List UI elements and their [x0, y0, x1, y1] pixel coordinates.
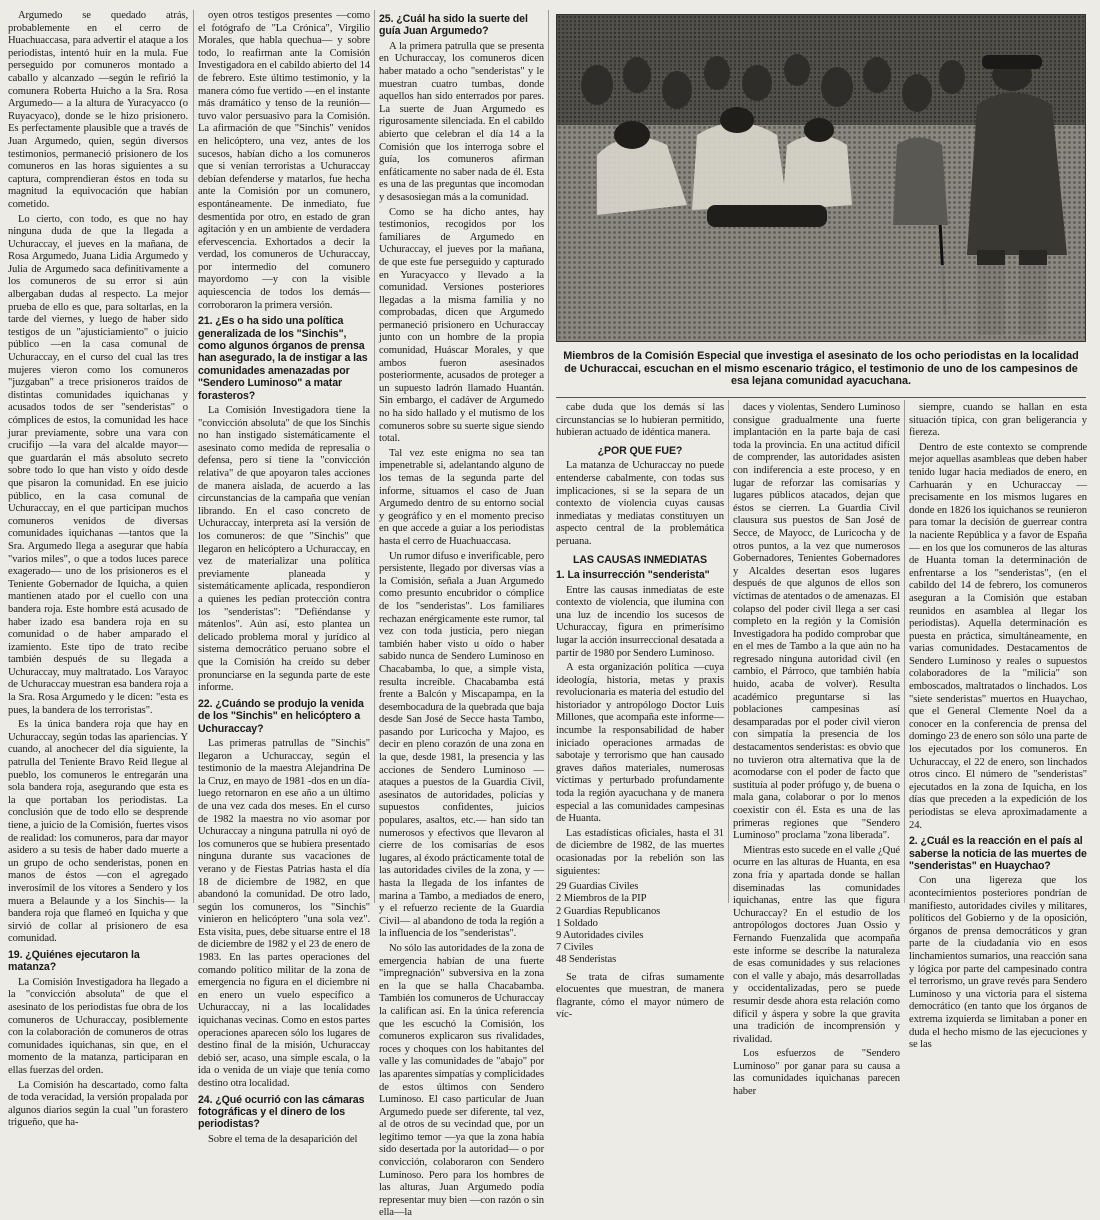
centered-heading: LAS CAUSAS INMEDIATAS — [572, 553, 708, 566]
paragraph: La Comisión Investigadora tiene la "convicción absoluta" de que los Sinchis no han instigado sistemáticamente el asesinato como medida de represalia o defensa, pero sí tiene la "convicción relativa" de que apoyaron tales acciones de manera aislada, de acuerdo a las circunstancias de la campaña que venían librando. En el caso concreto de Uchuraccay, interpreta así la versión de los comuneros: de que "Sinchis" que llegaron en helicóptero a Uchuraccay, en vez de materializar una política previamente planeada y sistemáticamente aplicada, respondieron a quienes les pedían protección contra los "senderistas": "Defiéndanse y mátenlos". Aún así, esto plantea un delicado problema moral y jurídico al sistema democrático peruano sobre el que la Comisión ha creído su deber pronunciarse en la segunda parte de este informe. — [198, 405, 370, 694]
paragraph: La matanza de Uchuraccay no puede entenderse cabalmente, con todas sus implicaciones, si se la separa de un contexto de violencia cuyas causas inmediatas y mediatas constituyen un aspecto central de la problemática peruana. — [556, 460, 724, 547]
paragraph: daces y violentas, Sendero Luminoso consigue gradualmente una fuerte implantación en la parte baja de casi toda la provincia. En una actitud difícil de comprender, las autoridades asisten con indiferencia a este proceso, y en lugar de reforzar las comisarías y lugares públicos atacados, dejan que éstos se cierren. La Guardia Civil clausura sus puestos de San José de Secce, de Mayocc, de Luricocha y de otros puntos, a la vez que numerosos Gobernadores, Tenientes Gobernadores y Alcaldes desertan esos lugares después de que algunos de ellos son víctimas de atentados o de amenazas. El colapso del poder civil llega a ser casi completo en la región y la Comisión Investigadora ha podido comprobar que en el mes de Tambo a la que aún no ha regresado ninguna autoridad civil (en cambio, el Párroco, que también había huido, acaba de volver). Resulta académico preguntarse si las poblaciones campesinas así desamparadas por el poder civil vieron con simpatía la presencia de los destacamentos senderistas: es obvio que no tuvieron otra alternativa que la de acomodarse con el poder de facto que sustituía al poder prófugo y, de buena o mala gana, colaborar o por lo menos coexistir con él. Esta es una de las primeras regiones que "Sendero Luminoso" proclama "zona liberada". — [733, 402, 900, 842]
paragraph: Es la única bandera roja que hay en Uchuraccay, según todas las apariencias. Y cuando, al anochecer del día siguiente, la patrulla del Teniente Bravo Reid llegue al pueblo, los comuneros le entregarán una sola bandera roja, asegurando que esta es la que portaban los periodistas. La conclusión que de todo ello se desprende tiene, a juicio de la Comisión, fuertes visos de realidad: los comuneros, para dar mayor asidero a su tesis de haber dado muerte a un grupo de ocho senderistas, ponen en manos de éstos —con el agregado inverosímil de los vítores a Sendero y los muera a Belaunde y a los Sinchis— la bandera roja que flameó en Iquicha y que sirvió de collar al prisionero de esa comunidad. — [8, 719, 188, 945]
article-column-2 — [198, 10, 370, 1145]
paragraph: Con una ligereza que los acontecimientos posteriores pondrían de manifiesto, autoridades civiles y militares, políticos del Gobierno y de la oposición, órganos de prensa democráticos y gran parte de la ciudadanía vio en esos linchamientos sumarios, una reacción sana y lógica por parte del campesinado contra el terrorismo, un grave revés para Sendero Luminoso y una victoria para el sistema democrático (en tanto que los órganos de extrema izquierda se limitaban a poner en duda el hecho mismo de las ejecuciones y se las — [909, 875, 1087, 1051]
article-column-6 — [909, 402, 1087, 1051]
article-column-1 — [8, 10, 188, 1129]
casualty-list-item: 1 Soldado — [556, 917, 598, 929]
paragraph: A esta organización política —cuya ideología, historia, metas y praxis revolucionaria es materia del estudio del historiador y antropólogo Doctor Luis Millones, que acompaña este informe— incumbe la responsabilidad de haber iniciado operaciones armadas de sabotaje y terrorismo que han causado graves daños materiales, numerosas víctimas y perturbado profundamente toda la región ayacuchana y de manera especial a las comunidades campesinas de Huanta. — [556, 662, 724, 825]
section-heading: 2. ¿Cuál es la reacción en el país al saberse la noticia de las muertes de "senderistas" en Huaychao? — [909, 835, 1087, 872]
column-rule — [374, 10, 375, 903]
paragraph: La Comisión ha descartado, como falta de toda veracidad, la versión propalada por algunos diarios según la cual "un forastero trigueño, que ha- — [8, 1079, 188, 1129]
paragraph: cabe duda que los demás sí las circunstancias se lo hubieran permitido, hubieran actuado de idéntica manera. — [556, 402, 724, 439]
paragraph: A la primera patrulla que se presenta en Uchuraccay, los comuneros dicen haber matado a ocho "senderistas" y le muestran cuatro tumbas, donde aquellos han sido enterrados por pares. La suerte de Juan Argumedo es rigurosamente silenciada. En el cabildo abierto que celebran el día 14 a la Comisión que los interroga sobre el guía, los comuneros afirman enfáticamente no saber nada de él. Esta es una de las preguntas que incomodan y desasosiegan más a la comunidad. — [379, 40, 544, 203]
paragraph: Las primeras patrullas de "Sinchis" llegaron a Uchuraccay, según el testimonio de la maestra Alejandrina De la Cruz, en mayo de 1981 -dos en un día- luego retornaron en ese año a un último de una vez cada dos meses. En el curso de 1982 la maestra no vio asomar por Uchuraccay a ninguna patrulla ni oyó de los comuneros que se hubiera presentado ninguna durante sus vacaciones de verano y de Fiestas Patrias hasta el día 18 de diciembre de 1982, en que abandonó la comunidad. De otro lado, según los comuneros, los "Sinchis" vinieron en helicóptero "una sola vez". Esta visita, pues, debe situarse entre el 18 de diciembre de 1982 y el 23 de enero de 1983. En las partes operaciones del comando político militar de la zona de emergencia no figura en el diciembre ni en enero un vuelo específico a Uchuraccay, ni a las localidades iquichanas vecinas. Como en estos partes operaciones aparecen sólo los lugares de destino final de la misión, Uchuraccay debió ser, acaso, una simple escala, o la ida o venida de un viaje que tenía como destino otra localidad. — [198, 737, 370, 1089]
paragraph: Lo cierto, con todo, es que no hay ninguna duda de que la llegada a Uchuraccay, el jueves en la mañana, de Rosa Argumedo, Juana Lidia Argumedo y Julia de Argumedo saca definitivamente a los comuneros de su error si aún albergaban dudas al respecto. La mejor prueba de ello es que, para soltarlas, en la tarde del viernes, y luego de haber sido testigos de un "ajusticiamiento" o juicio público —en la casa comunal de Uchuraccay, en el curso del cual las tres mujeres vieron como los comuneros "juzgaban" a trece prisioneros traídos de distintas comunidades iquichanas y acusados todos de ser "senderistas" o cómplices de estos, la comunidad les hace jurar previamente, sobre una vara con crucifijo —la vara del alcalde mayor— que guardarán el más absoluto secreto sobre todo lo que han visto y oído desde que pisaron la comunidad. En ese juicio público, en la casa comunal de Uchuraccay, en el que participan muchos comuneros venidos de diversas comunidades iquichanas —tantos que la Sra. Argumedo llega a asegurar que había "varios miles", o que a todos luces parece exagerado— uno de los prisioneros es el Teniente Gobernador de Iquicha, a quien mantienen atado por el cuello con una bandera roja. Este hombre está acusado de haber izado esa bandera roja en su comunidad o de haber amparado el izamiento. Este tipo de trato recibe también después de su llegada a Uchuraccay, muy maltratado. Los Varayoc de Uchuraccay muestran esa bandera roja a la Sra. Rosa Argumedo y le dicen: "esta es pues, la bandera de los terroristas". — [8, 213, 188, 716]
paragraph: Como se ha dicho antes, hay testimonios, recogidos por los familiares de Argumedo en Uchuraccay, el jueves por la mañana, de que este fue perseguido y capturado en Yuracyacco y llevado a la comunidad. Versiones posteriores llegadas a la misma familia y no comprobadas, dicen que Argumedo permaneció prisionero en Uchuraccay junto con un hombre de la propia comunidad, Huáscar Morales, y que ambos fueron asesinados posteriormente, acusados de proteger a un supuesto ladrón llamado Huantán. Sin embargo, el cadáver de Argumedo no ha sido hallado y el mutismo de los comuneros sobre su suerte sigue siendo total. — [379, 206, 544, 445]
caption-divider — [556, 397, 1086, 398]
column-rule — [728, 400, 729, 903]
column-rule — [193, 10, 194, 903]
casualty-list — [556, 881, 724, 966]
section-heading: 22. ¿Cuándo se produjo la venida de los "Sinchis" en helicóptero a Uchuraccay? — [198, 697, 364, 735]
paragraph: Un rumor difuso e inverificable, pero persistente, llegado por diversas vías a la Comisión, señala a Juan Argumedo como presunto encubridor o cómplice de los "senderistas". Los familiares rechazan enérgicamente este rumor, tal vez con toda justicia, pero niegan también haber visto u oído o haber sabido nunca de Sendero Luminoso en Chacabamba, lo que, a simple vista, resulta increíble. Chacabamba está frente a Balcón y Miscapampa, en la desembocadura de la quebrada que baja desde San José de Secce hasta Tambo, pasando por Luricocha y Majoo, es decir en pleno corazón de una zona en la que, desde 1981, la presencia y las acciones de Sendero Luminoso —ataques a puestos de la Guardia Civil, asesinatos de autoridades, policías y supuestos confidentes, juicios populares, asaltos, etc.— han sido tan numerosos y efectivos que llevaron al cierre de los comisarías de esos lugares, al éxodo prácticamente total de las autoridades civiles de la zona, y —hasta la llegada de los infantes de marina a Tambo, a mediados de enero, y el refuerzo reciente de la Guardia Civil— al abandono de toda la región a la influencia de los "senderistas". — [379, 550, 544, 940]
paragraph: No sólo las autoridades de la zona de emergencia habían de una fuerte "impregnación" subversiva en la zona en la que se halla Chacabamba. También los comuneros de Uchuraccay la califican así. En la única referencia que les escuchó la Comisión, los comuneros explicaron sus rivalidades, roces y choques con los habitantes del valle y las comunidades de "abajo" por las aparentes simpatías y complicidades de estos últimos con Sendero Luminoso. El caso particular de Juan Argumedo puede ser diferente, tal vez, al de otros de su vecindad que, por un legítimo temor —ya que la zona había sido desertada por la autoridad— o por convicción, colaboraron con Sendero Luminoso. Pero para los hombres de las alturas, Juan Argumedo podía representar muy bien —con razón o sin ella—la — [379, 942, 544, 1219]
paragraph: Los esfuerzos de "Sendero Luminoso" por ganar para su causa a las comunidades iquichanas parecen haber — [733, 1048, 900, 1098]
casualty-list-item: 7 Civiles — [556, 942, 594, 954]
paragraph: siempre, cuando se hallan en esta situación típica, con gran beligerancia y fiereza. — [909, 402, 1087, 439]
paragraph: La Comisión Investigadora ha llegado a la "convicción absoluta" de que el asesinato de los periodistas fue obra de los comuneros de Uchuraccay, posiblemente con la colaboración de comuneros de otras comunidades iquichanas, sin que, en el momento de la matanza, participaran en ellas fuerzas del orden. — [8, 976, 188, 1076]
casualty-list-item: 2 Miembros de la PIP — [556, 893, 647, 905]
paragraph: Dentro de este contexto se comprende mejor aquellas asambleas que deben haber tenido lugar hacia mediados de enero, en Carhuarán y en Uchuraccay —precisamente en los mismos lugares en donde en 1826 los iquichanos se reunieron para tomar la decisión de guerrear contra la naciente República y a favor de España— en los que los comuneros de las alturas de Huanta toman la determinación de enfrentarse a los "senderistas", (en el cabildo del 14 de febrero, los comuneros aseguran a la Comisión que estaban reunidos en asamblea al llegar los periodistas). Aquella determinación es puesta en práctica, simultáneamente, en varias comunidades. Destacamentos de Sendero Luminoso y reales o supuestos colaboradores de la "milicia" son emboscados, maltratados o linchados. Los "siete senderistas" muertos en Huaychao, que el General Clemente Noel da a conocer en la conferencia de prensa del domingo 23 de enero son sólo una parte de los ejecutados por los comuneros. En Uchuraccay, el 22 de enero, son linchados otros cinco. El número de "senderistas" ejecutados en la zona de Iquicha, en los días que preceden a la expedición de los periodistas se eleva aproximadamente a 24. — [909, 441, 1087, 831]
paragraph: oyen otros testigos presentes —como el fotógrafo de "La Crónica", Virgilio Morales, que habla quechua— y sobre todo, lo reafirman ante la Comisión Investigadora en el cabildo abierto del 14 de febrero. Este último testimonio, y la manera cómo fue vertido —en el instante más dramático y tenso de la reunión— tuvo valor persuasivo para la Comisión. La afirmación de que "Sinchis" venidos en helicóptero, una vez, antes de los sucesos, habían dicho a los comuneros que si venían terroristas a Uchuraccay debían defenderse y matarlos, fue hecha ante la Comisión por un comunero, espontáneamente. De inmediato, fue desmentida por otro, en estado de gran agitación y en un ambiente de verdadera efervescencia. Exhortados a decir la verdad, los comuneros de Uchuraccay, por intermedio del comunero mayordomo —y con la visible aquiescencia de todos los demás— corroboraron la primera versión. — [198, 10, 370, 311]
section-heading: 24. ¿Qué ocurrió con las cámaras fotográficas y el dinero de los periodistas? — [198, 1093, 365, 1131]
photo-caption: Miembros de la Comisión Especial que investiga el asesinato de los ocho periodistas en la localidad de Uchuraccai, escuchan en el mismo escenario trágico, el testimonio de uno de los campesinos de esa lejana comunidad ayacuchana. — [563, 350, 1079, 388]
paragraph: Se trata de cifras sumamente elocuentes que muestran, de manera flagrante, cómo el mayor número de víc- — [556, 971, 724, 1021]
section-heading: 25. ¿Cuál ha sido la suerte del guía Juan Argumedo? — [379, 13, 528, 38]
section-heading: 19. ¿Quiénes ejecutaron la matanza? — [8, 948, 140, 974]
paragraph: Entre las causas inmediatas de este contexto de violencia, que ilumina con una luz de incendio los sucesos de Uchuraccay, figura en primerísimo lugar la acción insurreccional desatada a partir de 1980 por Sendero Luminoso. — [556, 584, 724, 659]
paragraph: Argumedo se quedado atrás, probablemente en el cerro de Huachuaccasa, para advertir el ataque a los periodistas, intentó huir en la mula. Fue perseguido por comuneros montado a caballo y alcanzado —según le refirió la comunera Roberta Huicho a la Sra. Rosa Argumedo— a la altura de Yuracyacco (o Ruyacyaco), donde se le hizo prisionero. Es perfectamente plausible que a través de Juan Argumedo, quien, según diversos testimonios, permaneció prisionero de los comuneros en las horas siguientes a su captura, comprendieran éstos en toda su magnitud la equivocación que habían cometido. — [8, 10, 188, 210]
article-column-4 — [556, 402, 724, 1021]
casualty-list-item: 29 Guardias Civiles — [556, 881, 639, 893]
casualty-list-item: 48 Senderistas — [556, 954, 617, 966]
centered-heading: ¿POR QUE FUE? — [597, 444, 683, 457]
news-photo — [556, 14, 1086, 342]
casualty-list-item: 2 Guardias Republicanos — [556, 905, 661, 917]
article-column-3 — [379, 10, 544, 1219]
casualty-list-item: 9 Autoridades civiles — [556, 930, 644, 941]
column-rule — [548, 10, 549, 903]
paragraph: Tal vez este enigma no sea tan impenetrable si, adelantando alguno de los temas de la segunda parte del informe, situamos el caso de Juan Argumedo dentro de su entorno social y geográfico y en el momento preciso en que accede a guiar a los periodistas hasta el cerro de Huachuaccasa. — [379, 447, 544, 547]
paragraph: Sobre el tema de la desaparición del — [208, 1133, 358, 1145]
article-column-5 — [733, 402, 900, 1098]
section-heading: 1. La insurrección "senderista" — [556, 569, 710, 582]
paragraph: Mientras esto sucede en el valle ¿Qué ocurre en las alturas de Huanta, en esa zona fría y apartada donde se hallan diseminadas las comunidades iquichanas, entre las que figura Uchuraccay? En el estudio de los antropólogos doctores Juan Ossio y Fernando Fuenzalida que acompaña este informe se describe la naturaleza de esas comunidades y sus relaciones con el valle y abajo, más desarrolladas y occidentalizadas, pero se puede resumir desde ahora esta relación como difícil y áspera y sobre la que gravita una tradición de incomprensión y rivalidad. — [733, 844, 900, 1045]
column-rule — [904, 400, 905, 903]
section-heading: 21. ¿Es o ha sido una política generalizada de los "Sinchis", como algunos órganos de prensa han asegurado, la de instigar a las comunidades amenazadas por "Sendero Luminoso" a matar forasteros? — [198, 315, 368, 402]
photo-illustration — [557, 15, 1085, 341]
paragraph: Las estadísticas oficiales, hasta el 31 de diciembre de 1982, de las muertes ocasionadas por la rebelión son las siguientes: — [556, 827, 724, 877]
